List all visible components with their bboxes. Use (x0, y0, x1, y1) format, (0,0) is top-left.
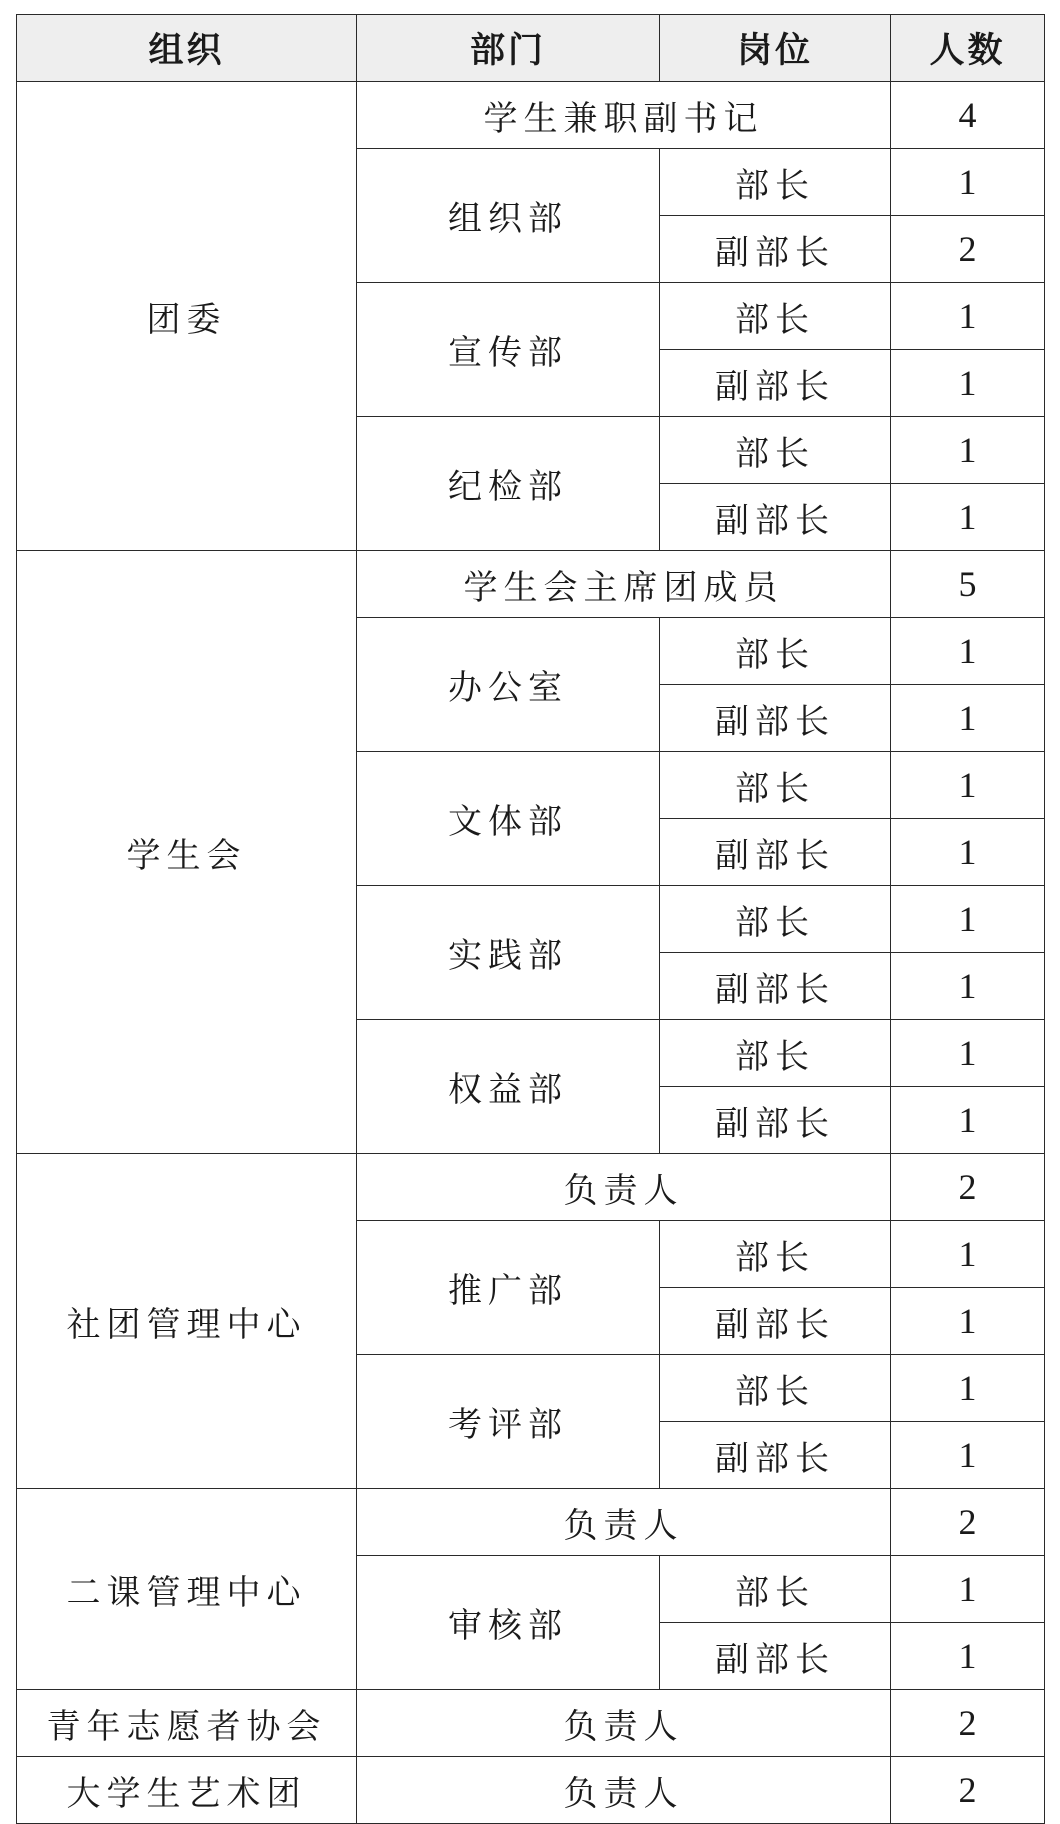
position-title-cell: 部长 (660, 618, 891, 685)
merged-position-cell: 负责人 (357, 1757, 891, 1824)
count-cell: 1 (891, 819, 1045, 886)
position-title-cell: 副部长 (660, 1623, 891, 1690)
count-cell: 4 (891, 82, 1045, 149)
count-cell: 2 (891, 216, 1045, 283)
position-title-cell: 部长 (660, 1020, 891, 1087)
position-title-cell: 部长 (660, 1221, 891, 1288)
header-count: 人数 (891, 15, 1045, 82)
position-title-cell: 副部长 (660, 685, 891, 752)
count-cell: 2 (891, 1757, 1045, 1824)
count-cell: 2 (891, 1690, 1045, 1757)
org-name-cell: 团委 (17, 82, 357, 551)
count-cell: 1 (891, 1020, 1045, 1087)
merged-position-cell: 负责人 (357, 1690, 891, 1757)
position-title-cell: 副部长 (660, 1422, 891, 1489)
position-title-cell: 部长 (660, 1556, 891, 1623)
dept-name-cell: 宣传部 (357, 283, 660, 417)
table-header (17, 15, 1045, 82)
org-name-cell: 青年志愿者协会 (17, 1690, 357, 1757)
dept-name-cell: 推广部 (357, 1221, 660, 1355)
count-cell: 1 (891, 149, 1045, 216)
count-cell: 1 (891, 1556, 1045, 1623)
dept-name-cell: 审核部 (357, 1556, 660, 1690)
position-title-cell: 副部长 (660, 216, 891, 283)
dept-name-cell: 纪检部 (357, 417, 660, 551)
position-title-cell: 部长 (660, 283, 891, 350)
count-cell: 1 (891, 1422, 1045, 1489)
merged-position-cell: 负责人 (357, 1154, 891, 1221)
count-cell: 1 (891, 1623, 1045, 1690)
position-title-cell: 副部长 (660, 1087, 891, 1154)
count-cell: 1 (891, 1221, 1045, 1288)
dept-name-cell: 办公室 (357, 618, 660, 752)
dept-name-cell: 组织部 (357, 149, 660, 283)
dept-name-cell: 实践部 (357, 886, 660, 1020)
org-name-cell: 二课管理中心 (17, 1489, 357, 1690)
count-cell: 1 (891, 484, 1045, 551)
header-row (17, 15, 1045, 82)
position-title-cell: 部长 (660, 752, 891, 819)
merged-position-cell: 学生会主席团成员 (357, 551, 891, 618)
position-title-cell: 副部长 (660, 1288, 891, 1355)
position-title-cell: 副部长 (660, 819, 891, 886)
count-cell: 1 (891, 685, 1045, 752)
header-position: 岗位 (660, 15, 891, 82)
position-title-cell: 部长 (660, 417, 891, 484)
count-cell: 2 (891, 1154, 1045, 1221)
count-cell: 5 (891, 551, 1045, 618)
org-name-cell: 大学生艺术团 (17, 1757, 357, 1824)
dept-name-cell: 权益部 (357, 1020, 660, 1154)
header-dept: 部门 (357, 15, 660, 82)
table-row (17, 1489, 1045, 1556)
position-title-cell: 副部长 (660, 350, 891, 417)
organization-quota-table (16, 14, 1045, 1824)
table-row (17, 82, 1045, 149)
dept-name-cell: 考评部 (357, 1355, 660, 1489)
position-title-cell: 部长 (660, 1355, 891, 1422)
org-name-cell: 学生会 (17, 551, 357, 1154)
dept-name-cell: 文体部 (357, 752, 660, 886)
table-row (17, 1154, 1045, 1221)
position-title-cell: 部长 (660, 149, 891, 216)
table-row (17, 1690, 1045, 1757)
merged-position-cell: 学生兼职副书记 (357, 82, 891, 149)
count-cell: 2 (891, 1489, 1045, 1556)
count-cell: 1 (891, 886, 1045, 953)
count-cell: 1 (891, 752, 1045, 819)
position-title-cell: 副部长 (660, 484, 891, 551)
table-row (17, 1757, 1045, 1824)
count-cell: 1 (891, 283, 1045, 350)
position-title-cell: 副部长 (660, 953, 891, 1020)
header-org: 组织 (17, 15, 357, 82)
org-name-cell: 社团管理中心 (17, 1154, 357, 1489)
table-body (17, 82, 1045, 1824)
count-cell: 1 (891, 1288, 1045, 1355)
count-cell: 1 (891, 618, 1045, 685)
count-cell: 1 (891, 1355, 1045, 1422)
position-title-cell: 部长 (660, 886, 891, 953)
merged-position-cell: 负责人 (357, 1489, 891, 1556)
count-cell: 1 (891, 1087, 1045, 1154)
count-cell: 1 (891, 350, 1045, 417)
count-cell: 1 (891, 953, 1045, 1020)
table-row (17, 551, 1045, 618)
count-cell: 1 (891, 417, 1045, 484)
